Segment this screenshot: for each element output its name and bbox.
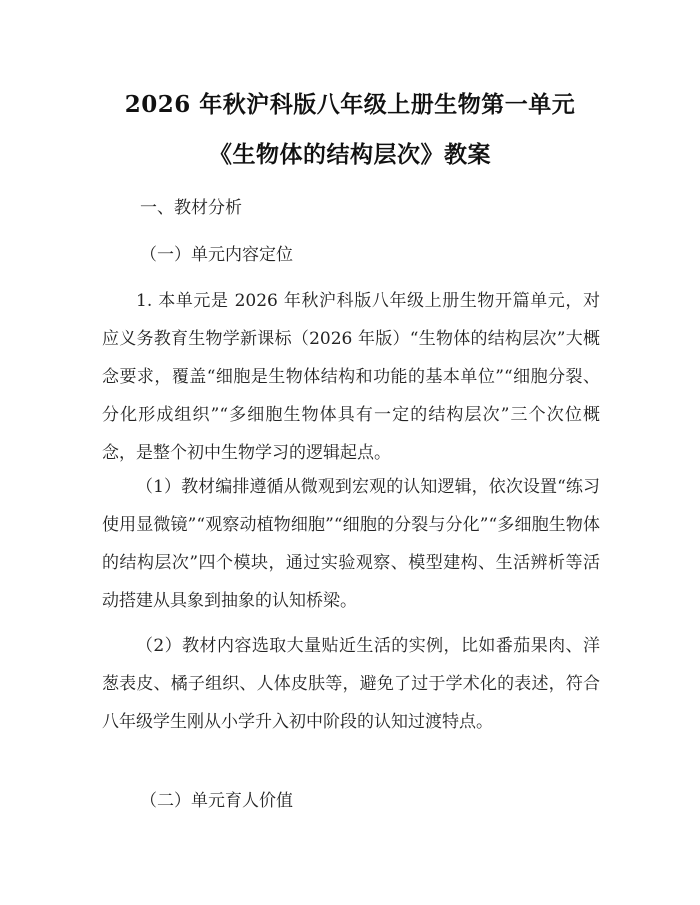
document-title-line-2: 《生物体的结构层次》教案 <box>209 141 491 168</box>
subsection-heading-educational-value: （二）单元育人价值 <box>140 791 293 811</box>
section-heading-textbook-analysis: 一、教材分析 <box>140 198 242 218</box>
paragraph-textbook-arrangement: （1）教材编排遵循从微观到宏观的认知逻辑，依次设置“练习使用显微镜”“观察动植物细胞”“细胞的分裂与分化”“多细胞生物体的结构层次”四个模块，通过实验观察、模型建构、生活辨析等活动搭建从具象到抽象的认知桥梁。 <box>102 477 600 611</box>
subsection-heading-unit-positioning: （一）单元内容定位 <box>140 245 293 265</box>
paragraph-textbook-examples: （2）教材内容选取大量贴近生活的实例，比如番茄果肉、洋葱表皮、橘子组织、人体皮肤等，避免了过于学术化的表述，符合八年级学生刚从小学升入初中阶段的认知过渡特点。 <box>102 636 600 732</box>
paragraph-unit-overview: 1. 本单元是 2026 年秋沪科版八年级上册生物开篇单元，对应义务教育生物学新课标（2026 年版）“生物体的结构层次”大概念要求，覆盖“细胞是生物体结构和功能的基本单位”“细胞分裂、分化形成组织”“多细胞生物体具有一定的结构层次”三个次位概念，是整个初中生物学习的逻辑起点。 <box>102 291 600 463</box>
document-title-line-1: 2026 年秋沪科版八年级上册生物第一单元 <box>124 91 576 118</box>
